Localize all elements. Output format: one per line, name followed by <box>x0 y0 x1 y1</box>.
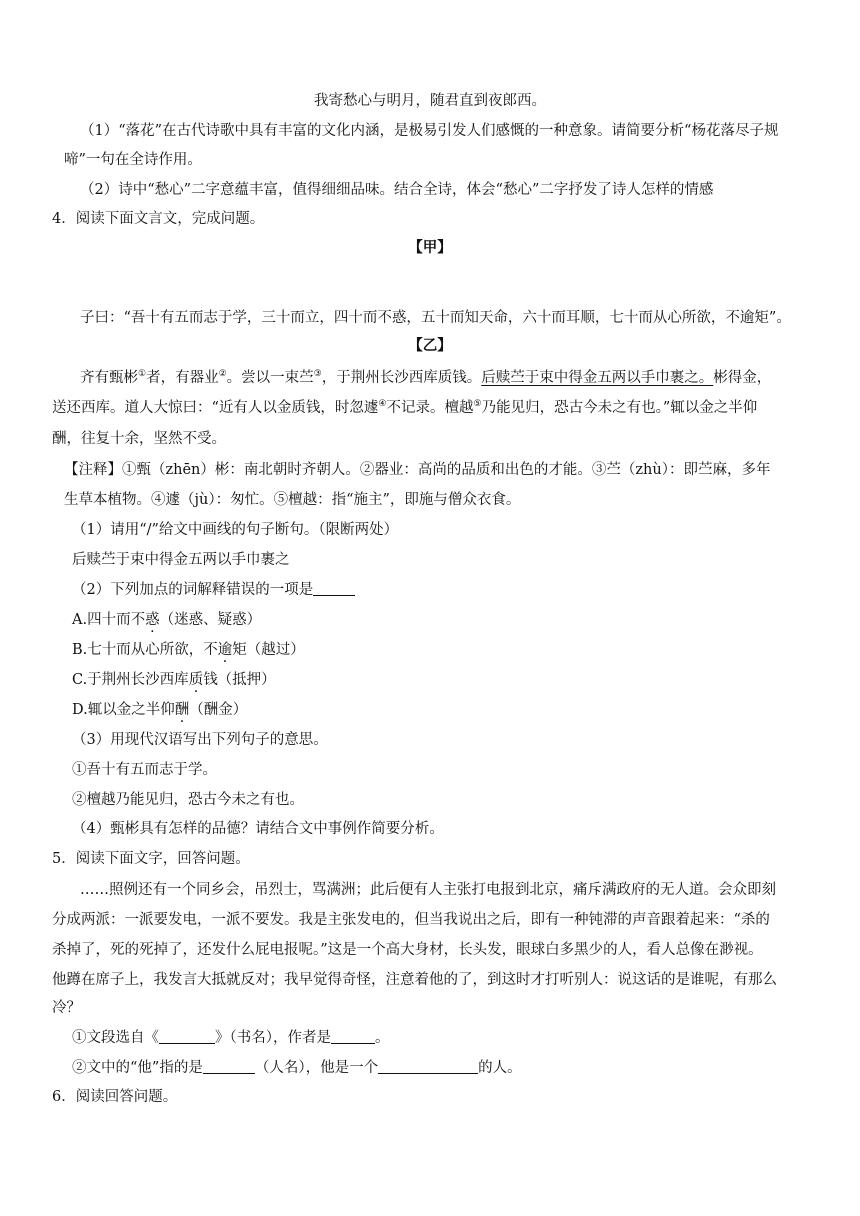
yi-text-line-1 <box>80 368 771 388</box>
q4-title: 4．阅读下面文言文，完成问题。 <box>52 211 265 227</box>
yi-text: 不记录。檀越 <box>386 400 474 416</box>
answer-blank <box>313 581 355 596</box>
note-marker: ③ <box>313 369 322 379</box>
yi-text: 乃能见归，恐古今未之有也。”辄以金之半仰 <box>481 400 758 416</box>
option-text: D.辄以金之半仰 <box>72 702 175 718</box>
question-text: 。 <box>375 1030 390 1046</box>
q3-subquestion-1: （1）“落花”在古代诗歌中具有丰富的文化内涵，是极易引发人们感慨的一种意象。请简要分析“杨花落尽子规 <box>80 123 779 139</box>
q3-subquestion-1-cont: 啼”一句在全诗作用。 <box>64 152 202 168</box>
q4-subquestion-3-b: ②檀越乃能见归，恐古今未之有也。 <box>72 792 304 808</box>
option-text: 矩（越过） <box>232 642 305 658</box>
answer-blank <box>159 1029 215 1044</box>
q4-subquestion-1: （1）请用“/”给文中画线的句子断句。（限断两处） <box>72 522 399 538</box>
yi-text-line-3: 酬，往复十余，坚然不受。 <box>52 431 226 447</box>
jia-text: 子曰：“吾十有五而志于学，三十而立，四十而不惑，五十而知天命，六十而耳顺，七十而从心所欲，不逾矩”。 <box>80 310 791 326</box>
q5-title: 5．阅读下面文字，回答问题。 <box>52 851 250 867</box>
q5-passage-line-3: 杀掉了，死的死掉了，还发什么屁电报呢。”这是一个高大身材，长头发，眼球白多黑少的人，看人总像在渺视。 <box>52 942 763 958</box>
option-text: A.四十而不 <box>72 612 146 628</box>
underlined-sentence: 后赎苎于束中得金五两以手巾裹之。 <box>481 370 714 386</box>
dotted-word: 惑 <box>145 612 160 628</box>
note-marker: ① <box>138 369 147 379</box>
option-text: C.于荆州长沙西库 <box>72 672 189 688</box>
option-d <box>72 700 247 720</box>
notes-line-1: 【注释】①甄（zhēn）彬：南北朝时齐朝人。②器业：高尚的品质和出色的才能。③苎（zhù）：即苎麻，多年 <box>64 462 771 478</box>
option-a <box>72 610 261 630</box>
q5-passage-line-5: 冷？ <box>52 1000 81 1016</box>
note-marker: ④ <box>378 399 387 409</box>
notes-line-2: 生草本植物。④遽（jù）：匆忙。⑤檀越：指“施主”，即施与僧众衣食。 <box>64 492 521 508</box>
dotted-word: 质 <box>188 672 204 688</box>
option-text: B.七十而从心所欲，不 <box>72 642 218 658</box>
question-text: ②文中的“他”指的是 <box>72 1060 203 1076</box>
question-text: ①文段选自《 <box>72 1030 159 1046</box>
section-jia-label: 【甲】 <box>408 239 452 256</box>
q5-passage-line-1: ……照例还有一个同乡会，吊烈士，骂满洲；此后便有人主张打电报到北京，痛斥满政府的无人道。会众即刻 <box>80 882 776 898</box>
answer-blank <box>331 1029 375 1044</box>
q4-subquestion-1-sentence: 后赎苎于束中得金五两以手巾裹之 <box>72 552 290 568</box>
question-text: （人名），他是一个 <box>254 1060 379 1076</box>
answer-blank <box>378 1059 478 1074</box>
option-text: （迷惑、疑惑） <box>159 612 262 628</box>
dotted-word: 酬 <box>174 702 190 718</box>
yi-text: ，于荆州长沙西库质钱。 <box>321 370 482 386</box>
option-text: （酬金） <box>189 702 248 718</box>
option-b <box>72 640 305 660</box>
q5-question-1 <box>72 1028 390 1048</box>
yi-text: 彬得金， <box>713 370 772 386</box>
section-yi-label: 【乙】 <box>408 337 452 354</box>
dotted-word: 逾 <box>217 642 233 658</box>
q4-subquestion-4: （4）甄彬具有怎样的品德？请结合文中事例作简要分析。 <box>72 821 444 837</box>
option-text: 钱（抵押） <box>203 672 276 688</box>
yi-text: 送还西库。道人大惊曰：“近有人以金质钱，时忽遽 <box>52 400 379 416</box>
option-c <box>72 670 276 690</box>
q4-subquestion-3-a: ①吾十有五而志于学。 <box>72 762 217 778</box>
note-marker: ⑤ <box>473 399 482 409</box>
poem-last-line: 我寄愁心与明月，随君直到夜郎西。 <box>314 93 546 109</box>
q4-subquestion-2-text: （2）下列加点的词解释错误的一项是 <box>72 582 314 598</box>
yi-text-line-2 <box>52 398 757 418</box>
q4-subquestion-3: （3）用现代汉语写出下列句子的意思。 <box>72 732 328 748</box>
yi-text: 齐有甄彬 <box>80 370 138 386</box>
yi-text: 者，有器业 <box>146 370 219 386</box>
question-text: 》（书名），作者是 <box>215 1030 331 1046</box>
q5-passage-line-4: 他蹲在席子上，我发言大抵就反对；我早觉得奇怪，注意着他的了，到这时才打听别人：说这话的是谁呢，有那么 <box>52 972 777 988</box>
note-marker: ② <box>218 369 227 379</box>
q4-subquestion-2 <box>72 580 355 600</box>
q5-question-2 <box>72 1058 522 1078</box>
answer-blank <box>203 1059 255 1074</box>
q6-title: 6．阅读回答问题。 <box>52 1089 178 1105</box>
yi-text: 。尝以一束苎 <box>226 370 314 386</box>
q3-subquestion-2: （2）诗中“愁心”二字意蕴丰富，值得细细品味。结合全诗，体会“愁心”二字抒发了诗人怎样的情感 <box>80 182 714 198</box>
question-text: 的人。 <box>478 1060 522 1076</box>
q5-passage-line-2: 分成两派：一派要发电，一派不要发。我是主张发电的，但当我说出之后，即有一种钝滞的声音跟着起来：“杀的 <box>52 912 770 928</box>
